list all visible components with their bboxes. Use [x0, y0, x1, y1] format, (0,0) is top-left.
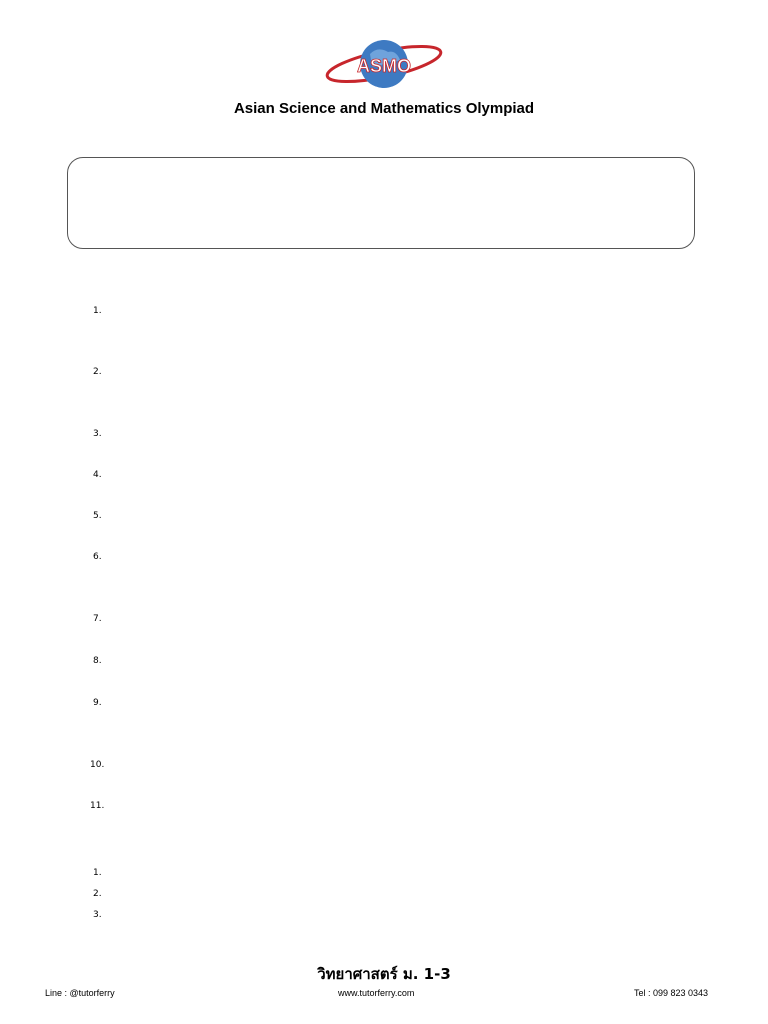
rules-heading — [0, 244, 768, 262]
asmo-logo — [322, 30, 446, 100]
scoring-text — [126, 907, 686, 923]
rules-subheading — [0, 269, 768, 287]
rule-number: 1. — [93, 306, 102, 316]
scoring-number: 2. — [93, 889, 102, 899]
rule-number: 7. — [93, 614, 102, 624]
rule-text — [121, 756, 681, 774]
rule-number: 11. — [90, 801, 105, 811]
footer-line-id: Line : @tutorferry — [45, 988, 115, 998]
rule-number: 5. — [93, 511, 102, 521]
footer-phone: Tel : 099 823 0343 — [634, 988, 709, 998]
scoring-number: 3. — [93, 910, 102, 920]
rule-number: 2. — [93, 367, 102, 377]
logo-wordmark: ASMO — [357, 56, 411, 76]
rule-number: 3. — [93, 429, 102, 439]
rule-text — [126, 610, 686, 628]
scoring-text — [126, 886, 686, 902]
student-info-box — [67, 157, 695, 249]
scoring-heading — [93, 840, 243, 858]
rule-number: 8. — [93, 656, 102, 666]
rule-text — [121, 797, 681, 815]
footer-website: www.tutorferry.com — [338, 988, 415, 998]
rule-number: 9. — [93, 698, 102, 708]
subject-title: วิทยาศาสตร์ ม. 1-3 — [317, 965, 451, 983]
rule-text — [126, 652, 686, 670]
scoring-text — [126, 865, 686, 881]
rule-text — [126, 694, 686, 712]
rule-text — [126, 425, 686, 443]
rule-number: 10. — [90, 760, 105, 770]
rule-number: 6. — [93, 552, 102, 562]
rule-text — [126, 466, 686, 484]
rule-text — [126, 507, 686, 525]
page-title: Asian Science and Mathematics Olympiad — [233, 100, 535, 117]
rule-text — [126, 302, 686, 320]
rule-text — [126, 548, 686, 566]
rule-number: 4. — [93, 470, 102, 480]
rule-text — [126, 363, 686, 381]
scoring-number: 1. — [93, 868, 102, 878]
